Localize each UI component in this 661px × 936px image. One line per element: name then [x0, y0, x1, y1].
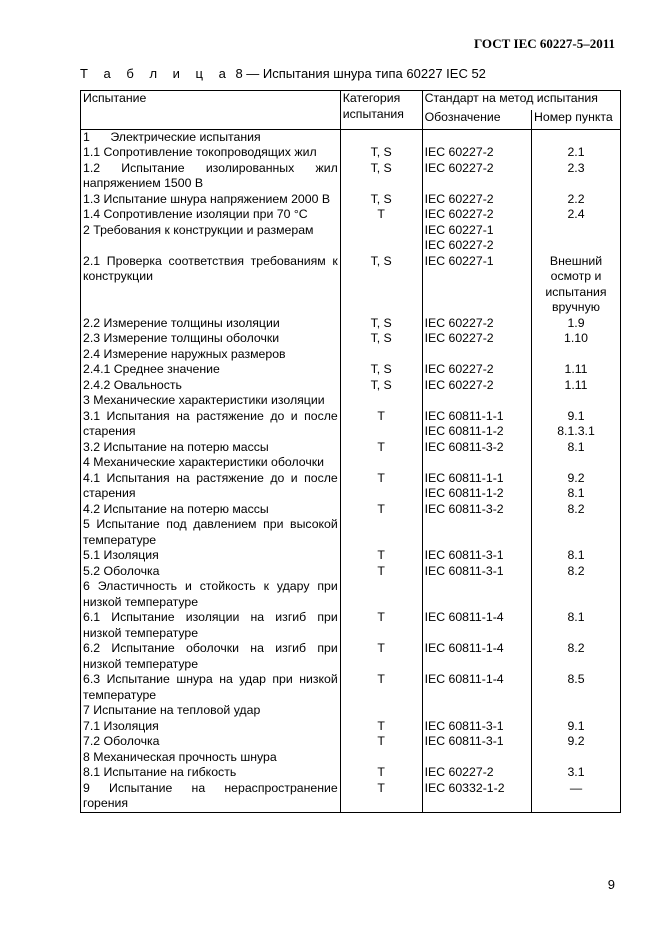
clause-cell: 8.5: [532, 672, 621, 703]
designation-cell: [422, 455, 531, 471]
category-cell: T, S: [340, 362, 422, 378]
category-cell: [340, 750, 422, 766]
test-name-cell: 6 Эластичность и стойкость к удару при низкой температуре: [81, 579, 341, 610]
designation-cell: IEC 60227-2: [422, 207, 531, 223]
clause-cell: 3.1: [532, 765, 621, 781]
table-row: [81, 362, 621, 378]
table-row: [81, 207, 621, 223]
table-row: [81, 316, 621, 332]
test-name-cell: 8.1 Испытание на гибкость: [81, 765, 341, 781]
table-row: [81, 548, 621, 564]
designation-cell: IEC 60811-3-2: [422, 440, 531, 456]
caption-label: Т а б л и ц а: [80, 66, 232, 81]
test-name-cell: 6.1 Испытание изоляции на изгиб при низкой температуре: [81, 610, 341, 641]
designation-cell: IEC 60811-3-1: [422, 548, 531, 564]
test-name-cell: 5.2 Оболочка: [81, 564, 341, 580]
table-row: [81, 145, 621, 161]
table-row: [81, 719, 621, 735]
test-name-cell: 1 Электрические испытания: [81, 129, 341, 145]
table-row: [81, 378, 621, 394]
test-name-cell: 4.2 Испытание на потерю массы: [81, 502, 341, 518]
table-row: [81, 161, 621, 192]
clause-cell: 8.2: [532, 564, 621, 580]
designation-cell: [422, 393, 531, 409]
test-name-cell: 6.2 Испытание оболочки на изгиб при низкой температуре: [81, 641, 341, 672]
header-designation: Обозначение: [422, 110, 531, 129]
table-row: [81, 192, 621, 208]
table-row: [81, 564, 621, 580]
table-body: [81, 129, 621, 812]
clause-cell: [532, 347, 621, 363]
designation-cell: IEC 60227-2: [422, 765, 531, 781]
category-cell: T, S: [340, 378, 422, 394]
table-header-row: [81, 91, 621, 110]
designation-cell: IEC 60227-2: [422, 316, 531, 332]
category-cell: T, S: [340, 145, 422, 161]
category-cell: T: [340, 440, 422, 456]
category-cell: T, S: [340, 254, 422, 316]
clause-cell: [532, 750, 621, 766]
test-name-cell: 9 Испытание на нераспространение горения: [81, 781, 341, 813]
test-name-cell: 1.2 Испытание изолированных жил напряжением 1500 В: [81, 161, 341, 192]
designation-cell: IEC 60811-3-1: [422, 719, 531, 735]
category-cell: T, S: [340, 161, 422, 192]
table-row: [81, 610, 621, 641]
clause-cell: 9.1 8.1.3.1: [532, 409, 621, 440]
clause-cell: 1.10: [532, 331, 621, 347]
table-row: [81, 223, 621, 254]
test-name-cell: 2.2 Измерение толщины изоляции: [81, 316, 341, 332]
category-cell: T, S: [340, 192, 422, 208]
category-cell: [340, 223, 422, 254]
designation-cell: IEC 60227-2: [422, 378, 531, 394]
table-row: [81, 703, 621, 719]
table-caption: [80, 66, 486, 81]
test-name-cell: 6.3 Испытание шнура на удар при низкой температуре: [81, 672, 341, 703]
test-name-cell: 8 Механическая прочность шнура: [81, 750, 341, 766]
designation-cell: [422, 750, 531, 766]
clause-cell: [532, 455, 621, 471]
test-name-cell: 7.2 Оболочка: [81, 734, 341, 750]
designation-cell: [422, 703, 531, 719]
clause-cell: —: [532, 781, 621, 813]
category-cell: T: [340, 765, 422, 781]
clause-cell: 9.2: [532, 734, 621, 750]
clause-cell: 8.1: [532, 610, 621, 641]
table-row: [81, 641, 621, 672]
designation-cell: IEC 60227-1: [422, 254, 531, 316]
table-row: [81, 331, 621, 347]
category-cell: [340, 517, 422, 548]
category-cell: [340, 129, 422, 145]
category-cell: T: [340, 502, 422, 518]
category-cell: T: [340, 207, 422, 223]
table-row: [81, 672, 621, 703]
test-name-cell: 3.1 Испытания на растяжение до и после старения: [81, 409, 341, 440]
designation-cell: IEC 60227-2: [422, 331, 531, 347]
test-name-cell: 3.2 Испытание на потерю массы: [81, 440, 341, 456]
header-standard: Стандарт на метод испытания: [422, 91, 620, 110]
table-row: [81, 254, 621, 316]
designation-cell: IEC 60811-1-1 IEC 60811-1-2: [422, 409, 531, 440]
table-row: [81, 440, 621, 456]
page-number: 9: [607, 877, 615, 892]
clause-cell: 8.2: [532, 502, 621, 518]
clause-cell: 1.11: [532, 362, 621, 378]
clause-cell: 8.2: [532, 641, 621, 672]
category-cell: T: [340, 610, 422, 641]
clause-cell: Внешний осмотр и испытания вручную: [532, 254, 621, 316]
table-row: [81, 579, 621, 610]
designation-cell: IEC 60332-1-2: [422, 781, 531, 813]
clause-cell: [532, 579, 621, 610]
table-row: [81, 502, 621, 518]
designation-cell: IEC 60811-1-4: [422, 672, 531, 703]
test-name-cell: 2.4 Измерение наружных размеров: [81, 347, 341, 363]
category-cell: T: [340, 564, 422, 580]
table-row: [81, 347, 621, 363]
clause-cell: 2.2: [532, 192, 621, 208]
clause-cell: 9.1: [532, 719, 621, 735]
caption-number: 8: [235, 66, 243, 81]
clause-cell: [532, 703, 621, 719]
test-name-cell: 2.4.2 Овальность: [81, 378, 341, 394]
clause-cell: 2.4: [532, 207, 621, 223]
designation-cell: IEC 60811-1-1 IEC 60811-1-2: [422, 471, 531, 502]
designation-cell: IEC 60227-1 IEC 60227-2: [422, 223, 531, 254]
clause-cell: 2.3: [532, 161, 621, 192]
designation-cell: IEC 60811-3-1: [422, 564, 531, 580]
test-name-cell: 2 Требования к конструкции и размерам: [81, 223, 341, 254]
clause-cell: 8.1: [532, 440, 621, 456]
table-row: [81, 409, 621, 440]
test-name-cell: 7 Испытание на тепловой удар: [81, 703, 341, 719]
designation-cell: IEC 60227-2: [422, 362, 531, 378]
table-row: [81, 734, 621, 750]
caption-text: — Испытания шнура типа 60227 IEC 52: [246, 66, 486, 81]
test-name-cell: 5.1 Изоляция: [81, 548, 341, 564]
category-cell: T: [340, 719, 422, 735]
designation-cell: [422, 347, 531, 363]
document-header: ГОСТ IEC 60227-5–2011: [473, 36, 615, 51]
designation-cell: [422, 579, 531, 610]
clause-cell: [532, 393, 621, 409]
category-cell: [340, 347, 422, 363]
table-row: [81, 393, 621, 409]
table-row: [81, 750, 621, 766]
category-cell: T: [340, 641, 422, 672]
table-row: [81, 517, 621, 548]
clause-cell: 2.1: [532, 145, 621, 161]
clause-cell: [532, 517, 621, 548]
category-cell: T: [340, 548, 422, 564]
table-row: [81, 129, 621, 145]
clause-cell: 8.1: [532, 548, 621, 564]
category-cell: T: [340, 734, 422, 750]
category-cell: T: [340, 409, 422, 440]
designation-cell: [422, 517, 531, 548]
clause-cell: 1.11: [532, 378, 621, 394]
category-cell: [340, 393, 422, 409]
designation-cell: IEC 60227-2: [422, 192, 531, 208]
designation-cell: IEC 60227-2: [422, 161, 531, 192]
test-name-cell: 1.4 Сопротивление изоляции при 70 °С: [81, 207, 341, 223]
designation-cell: IEC 60811-1-4: [422, 610, 531, 641]
table-row: [81, 471, 621, 502]
clause-cell: [532, 129, 621, 145]
designation-cell: [422, 129, 531, 145]
header-clause: Номер пункта: [532, 110, 621, 129]
category-cell: [340, 455, 422, 471]
category-cell: T: [340, 471, 422, 502]
test-name-cell: 7.1 Изоляция: [81, 719, 341, 735]
clause-cell: 9.2 8.1: [532, 471, 621, 502]
test-name-cell: 1.3 Испытание шнура напряжением 2000 В: [81, 192, 341, 208]
designation-cell: IEC 60811-1-4: [422, 641, 531, 672]
category-cell: T: [340, 672, 422, 703]
category-cell: [340, 703, 422, 719]
category-cell: T, S: [340, 331, 422, 347]
test-name-cell: 1.1 Сопротивление токопроводящих жил: [81, 145, 341, 161]
header-category: Категория испытания: [340, 91, 422, 130]
category-cell: [340, 579, 422, 610]
table-row: [81, 765, 621, 781]
test-name-cell: 2.4.1 Среднее значение: [81, 362, 341, 378]
test-name-cell: 2.1 Проверка соответствия требованиям к конструкции: [81, 254, 341, 316]
category-cell: T, S: [340, 316, 422, 332]
designation-cell: IEC 60811-3-1: [422, 734, 531, 750]
header-test: Испытание: [81, 91, 341, 130]
test-name-cell: 3 Механические характеристики изоляции: [81, 393, 341, 409]
tests-table: [80, 90, 621, 813]
test-name-cell: 4 Механические характеристики оболочки: [81, 455, 341, 471]
designation-cell: IEC 60227-2: [422, 145, 531, 161]
clause-cell: 1.9: [532, 316, 621, 332]
test-name-cell: 2.3 Измерение толщины оболочки: [81, 331, 341, 347]
table-row: [81, 455, 621, 471]
category-cell: T: [340, 781, 422, 813]
test-name-cell: 5 Испытание под давлением при высокой температуре: [81, 517, 341, 548]
clause-cell: [532, 223, 621, 254]
table-row: [81, 781, 621, 813]
test-name-cell: 4.1 Испытания на растяжение до и после старения: [81, 471, 341, 502]
designation-cell: IEC 60811-3-2: [422, 502, 531, 518]
